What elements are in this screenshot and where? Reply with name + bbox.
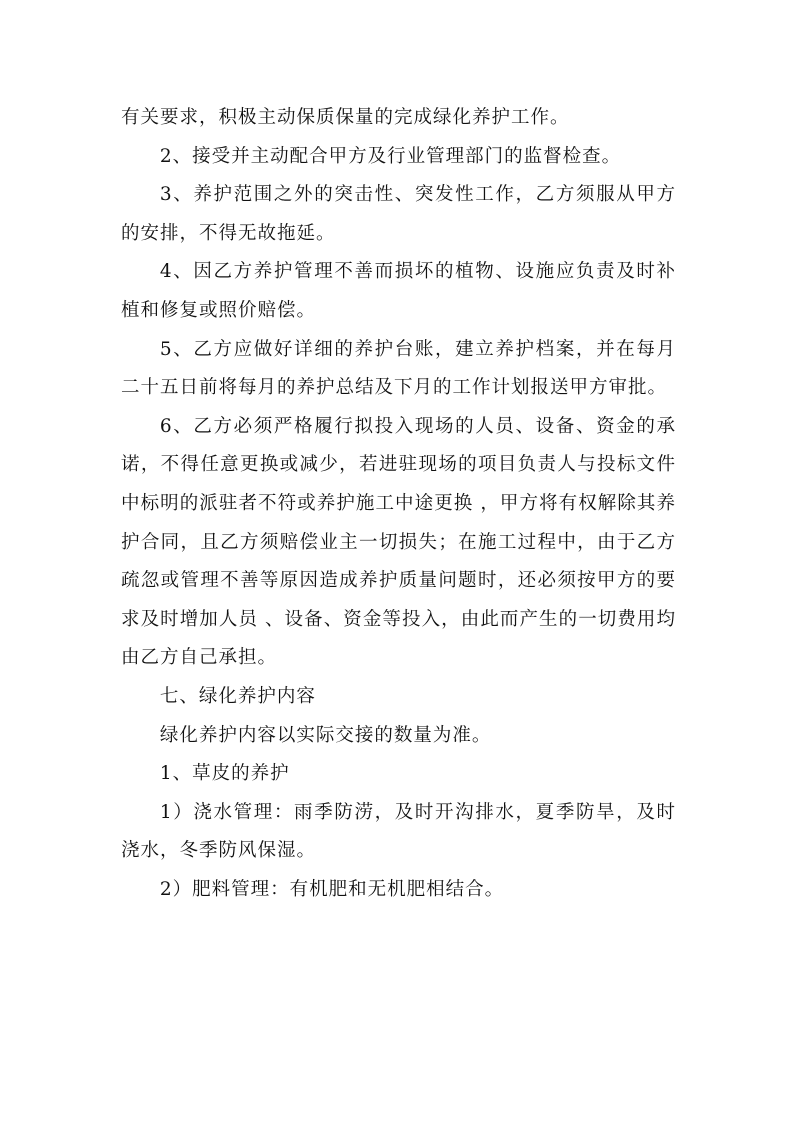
paragraph-fertilizer: 2）肥料管理：有机肥和无机肥相结合。 [159,878,505,900]
paragraph-6: 6、乙方必须严格履行拟投入现场的人员、设备、资金的承诺，不得任意更换或减少，若进驻现场的项目负责人与投标文件中标明的派驻者不符或养护施工中途更换 ，甲方将有权解除其养护合同，且乙方须赔偿业主一切损失；在施工过程中，由于乙方疏忽或管理不善等原因造成养护质量问题时，还必须按甲方的要求及时增加人员 、设备、资金等投入，由此而产生的一切费用均由乙方自己承担。 [121,415,676,669]
paragraph-5: 5、乙方应做好详细的养护台账，建立养护档案，并在每月二十五日前将每月的养护总结及下月的工作计划报送甲方审批。 [121,338,676,399]
section-heading: 七、绿化养护内容 [159,685,316,707]
paragraph-1: 有关要求，积极主动保质保量的完成绿化养护工作。 [121,107,570,128]
paragraph-7: 绿化养护内容以实际交接的数量为准。 [159,724,492,746]
paragraph-3: 3、养护范围之外的突击性、突发性工作，乙方须服从甲方的安排，不得无故拖延。 [121,184,676,244]
paragraph-2: 2、接受并主动配合甲方及行业管理部门的监督检查。 [159,145,622,167]
paragraph-4: 4、因乙方养护管理不善而损坏的植物、设施应负责及时补植和修复或照价赔偿。 [121,261,676,321]
subheading-lawn-care: 1、草皮的养护 [159,763,290,785]
paragraph-watering: 1）浇水管理：雨季防涝，及时开沟排水，夏季防旱，及时浇水，冬季防风保湿。 [121,801,676,862]
document-body [121,99,676,909]
